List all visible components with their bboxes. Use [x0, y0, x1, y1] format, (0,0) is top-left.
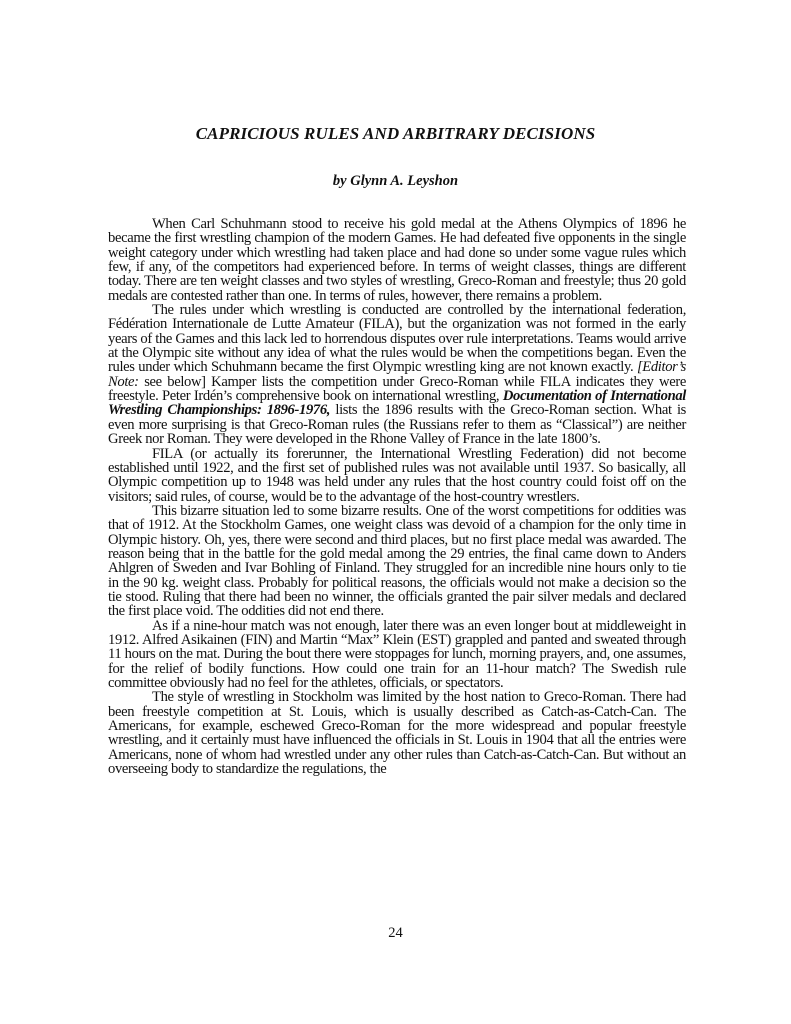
book-title: Documentation of International Wrestling Championships: 1896-1976,: [108, 388, 686, 419]
paragraph-2-text-b: see below] Kamper lists the competition under Greco-Roman while FILA indicates they were freestyle. Peter Irdén’s comprehensive book on international wrestling,: [108, 373, 686, 405]
article-title: CAPRICIOUS RULES AND ARBITRARY DECISIONS: [195, 124, 596, 143]
paragraph-3: FILA (or actually its forerunner, the International Wrestling Federation) did not become established until 1922, and the first set of published rules was not available until 1937. So basically, all Olympic competition up to 1948 was held under any rules that the host country could foist off on the visitors; said rules, of course, would be to the advantage of the host-country wrestlers.: [108, 445, 686, 505]
paragraph-4: This bizarre situation led to some bizarre results. One of the worst competitions for oddities was that of 1912. At the Stockholm Games, one weight class was devoid of a champion for the only time in Olympic history. Oh, yes, there were second and third places, but no first place medal was awarded. The reason being that in the battle for the gold medal among the 29 entries, the final came down to Anders Ahlgren of Sweden and Ivar Bohling of Finland. They struggled for an incredible nine hours only to tie in the 90 kg. weight class. Probably for political reasons, the officials would not make a decision so the tie stood. Ruling that there had been no winner, the officials granted the pair silver medals and declared the first place void. The oddities did not end there.: [108, 502, 686, 620]
paragraph-5: As if a nine-hour match was not enough, later there was an even longer bout at middleweight in 1912. Alfred Asikainen (FIN) and Martin “Max” Klein (EST) grappled and panted and sweated through 11 hours on the mat. During the bout there were stoppages for lunch, morning prayers, and, one assumes, for the relief of bodily functions. How could one train for an 11-hour match? The Swedish rule committee obviously had no feel for the athletes, officials, or spectators.: [108, 617, 686, 691]
article-byline: by Glynn A. Leyshon: [332, 173, 459, 189]
editors-note-label: [Editor’s Note:: [108, 359, 686, 390]
paragraph-1: When Carl Schuhmann stood to receive his gold medal at the Athens Olympics of 1896 he became the first wrestling champion of the modern Games. He had defeated five opponents in the single weight category under which wrestling had taken place and had done so under some vague rules which few, if any, of the competitors had experienced before. In terms of weight classes, things are different today. There are ten weight classes and two styles of wrestling, Greco-Roman and freestyle; thus 20 gold medals are contested rather than one. In terms of rules, however, there remains a problem.: [108, 216, 686, 304]
paragraph-2-text-c: lists the 1896 results with the Greco-Roman section. What is even more surprising is that Greco-Roman rules (the Russians refer to them as “Classical”) are neither Greek nor Roman. They were developed in the Rhone Valley of France in the late 1800’s.: [108, 402, 686, 448]
page-number: 24: [388, 925, 403, 941]
paragraph-2: [108, 303, 686, 446]
article-body: [108, 217, 686, 776]
paragraph-6: The style of wrestling in Stockholm was limited by the host nation to Greco-Roman. There had been freestyle competition at St. Louis, which is usually described as Catch-as-Catch-Can. The Americans, for example, eschewed Greco-Roman for the more widespread and popular freestyle wrestling, and it certainly must have influenced the officials in St. Louis in 1904 that all the entries were Americans, none of whom had wrestled under any other rules than Catch-as-Catch-Can. But without an overseeing body to standardize the regulations, the: [108, 689, 686, 778]
paragraph-2-text-a: The rules under which wrestling is conducted are controlled by the international federation, Fédération Internationale de Lutte Amateur (FILA), but the organization was not formed in the early years of the Games and this lack led to horrendous disputes over rule interpretations. Teams would arrive at the Olympic site without any idea of what the rules would be when the competitions began. Even the rules under which Schuhmann became the first Olympic wrestling king are not known exactly.: [108, 302, 686, 376]
